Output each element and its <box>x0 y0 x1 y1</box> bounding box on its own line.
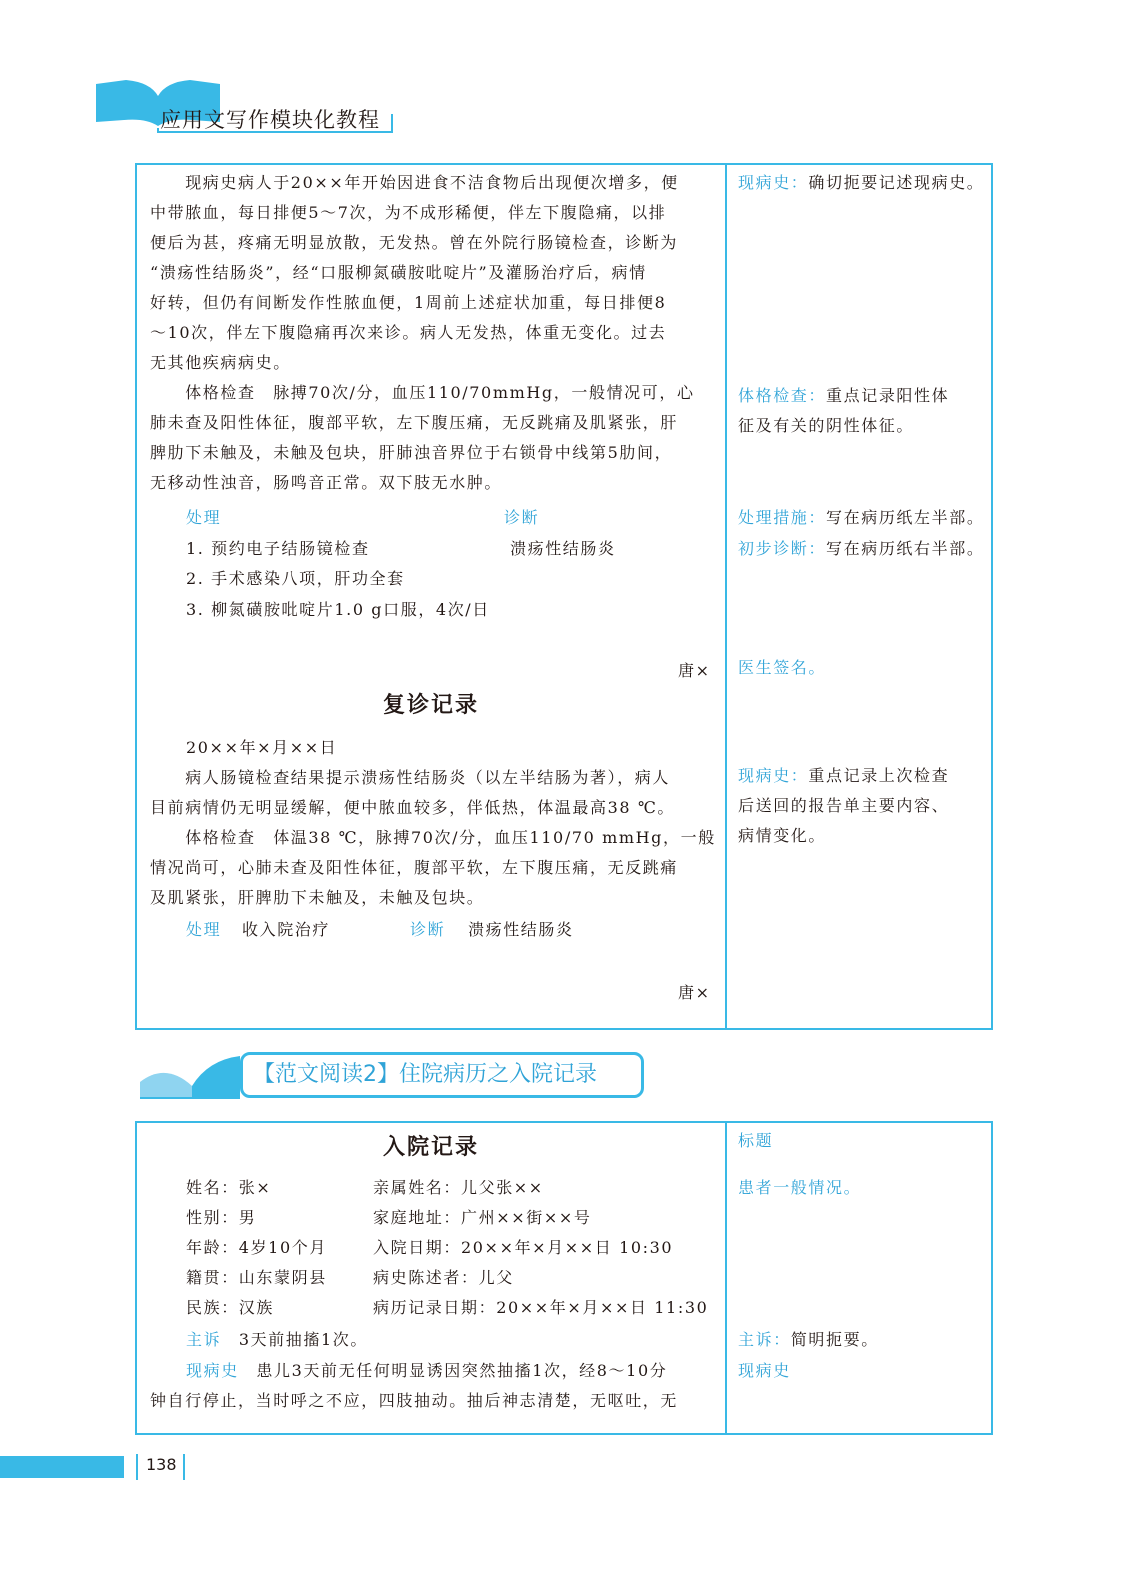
section-banner: 【范文阅读2】住院病历之入院记录 <box>240 1052 644 1098</box>
page-number: 138 <box>146 1455 177 1474</box>
admission-heading: 入院记录 <box>383 1135 480 1160</box>
note-followup-cont: 后送回的报告单主要内容、 <box>738 796 950 815</box>
followup-diagnosis-label: 诊断 <box>410 920 446 939</box>
note-general: 患者一般情况。 <box>738 1178 862 1197</box>
note-followup-history: 现病史：重点记录上次检查 <box>738 766 950 785</box>
patient-field: 年龄：4岁10个月 <box>186 1238 327 1257</box>
patient-field: 民族：汉族 <box>186 1298 275 1317</box>
footer-divider <box>183 1454 185 1480</box>
followup-heading: 复诊记录 <box>383 693 480 718</box>
chief-complaint: 主诉 3天前抽搐1次。 <box>186 1330 368 1349</box>
patient-field: 籍贯：山东蒙阴县 <box>186 1268 327 1287</box>
treatment-item: 3. 柳氮磺胺吡啶片1.0 g口服，4次/日 <box>186 600 490 619</box>
note-title: 标题 <box>738 1131 774 1150</box>
followup-line: 及肌紧张，肝脾肋下未触及，未触及包块。 <box>150 888 485 907</box>
followup-line: 目前病情仍无明显缓解，便中脓血较多，伴低热，体温最高38 ℃。 <box>150 798 675 817</box>
diagnosis-value: 溃疡性结肠炎 <box>510 539 616 558</box>
treatment-item: 2. 手术感染八项，肝功全套 <box>186 569 405 588</box>
followup-line: 情况尚可，心肺未查及阳性体征，腹部平软，左下腹压痛，无反跳痛 <box>150 858 679 877</box>
note-present-history: 现病史 <box>738 1361 791 1380</box>
history-line: 无其他疾病病史。 <box>150 353 291 372</box>
followup-treatment-value: 收入院治疗 <box>242 920 331 939</box>
history-line: 好转，但仍有间断发作性脓血便，1周前上述症状加重，每日排便8 <box>150 293 667 312</box>
main-history-block <box>150 168 720 498</box>
exam-line: 体格检查 脉搏70次/分，血压110/70mmHg，一般情况可，心 <box>150 383 695 402</box>
followup-date: 20××年×月××日 <box>186 738 338 757</box>
history-line: ～10次，伴左下腹隐痛再次来诊。病人无发热，体重无变化。过去 <box>150 323 667 342</box>
patient-info-right <box>373 1173 708 1323</box>
followup-diagnosis-value: 溃疡性结肠炎 <box>468 920 574 939</box>
note-complaint: 主诉：简明扼要。 <box>738 1330 879 1349</box>
note-signature: 医生签名。 <box>738 658 827 677</box>
footer-divider <box>136 1454 138 1480</box>
open-book-icon <box>136 1052 242 1102</box>
note-diagnosis: 初步诊断：写在病历纸右半部。 <box>738 539 985 558</box>
book-title: 应用文写作模块化教程 <box>160 108 380 132</box>
footer-bar <box>0 1456 124 1478</box>
doctor-signature: 唐× <box>678 661 711 680</box>
history-line: 现病史病人于20××年开始因进食不洁食物后出现便次增多，便 <box>150 173 679 192</box>
patient-field: 入院日期：20××年×月××日 10:30 <box>373 1238 674 1257</box>
followup-block <box>150 763 720 913</box>
note-exam: 体格检查：重点记录阳性体 <box>738 386 950 405</box>
followup-line: 体格检查 体温38 ℃，脉搏70次/分，血压110/70 mmHg，一般 <box>150 828 716 847</box>
patient-field: 病历记录日期：20××年×月××日 11:30 <box>373 1298 709 1317</box>
patient-field: 病史陈述者：儿父 <box>373 1268 514 1287</box>
patient-field: 姓名：张× <box>186 1178 272 1197</box>
exam-line: 无移动性浊音，肠鸣音正常。双下肢无水肿。 <box>150 473 503 492</box>
patient-field: 性别：男 <box>186 1208 257 1227</box>
table-divider <box>725 1121 727 1435</box>
note-treatment: 处理措施：写在病历纸左半部。 <box>738 508 985 527</box>
followup-treatment-label: 处理 <box>186 920 222 939</box>
exam-line: 脾肋下未触及，未触及包块，肝肺浊音界位于右锁骨中线第5肋间， <box>150 443 673 462</box>
patient-field: 亲属姓名：儿父张×× <box>373 1178 544 1197</box>
treatment-item: 1. 预约电子结肠镜检查 <box>186 539 370 558</box>
note-followup-cont: 病情变化。 <box>738 826 827 845</box>
followup-line: 病人肠镜检查结果提示溃疡性结肠炎（以左半结肠为著），病人 <box>150 768 671 787</box>
treatment-label: 处理 <box>186 508 222 527</box>
patient-info-left <box>186 1173 327 1323</box>
history-line: “溃疡性结肠炎”，经“口服柳氮磺胺吡啶片”及灌肠治疗后，病情 <box>150 263 647 282</box>
present-history-cont: 钟自行停止，当时呼之不应，四肢抽动。抽后神志清楚，无呕吐，无 <box>150 1391 679 1410</box>
table-divider <box>725 163 727 1030</box>
doctor-signature: 唐× <box>678 983 711 1002</box>
present-history: 现病史 患儿3天前无任何明显诱因突然抽搐1次，经8～10分 <box>186 1361 668 1380</box>
diagnosis-label: 诊断 <box>504 508 540 527</box>
patient-field: 家庭地址：广州××街××号 <box>373 1208 592 1227</box>
note-exam-cont: 征及有关的阴性体征。 <box>738 416 915 435</box>
history-line: 便后为甚，疼痛无明显放散，无发热。曾在外院行肠镜检查，诊断为 <box>150 233 679 252</box>
exam-line: 肺未查及阳性体征，腹部平软，左下腹压痛，无反跳痛及肌紧张，肝 <box>150 413 679 432</box>
note-history: 现病史：确切扼要记述现病史。 <box>738 173 985 192</box>
history-line: 中带脓血，每日排便5～7次，为不成形稀便，伴左下腹隐痛，以排 <box>150 203 667 222</box>
